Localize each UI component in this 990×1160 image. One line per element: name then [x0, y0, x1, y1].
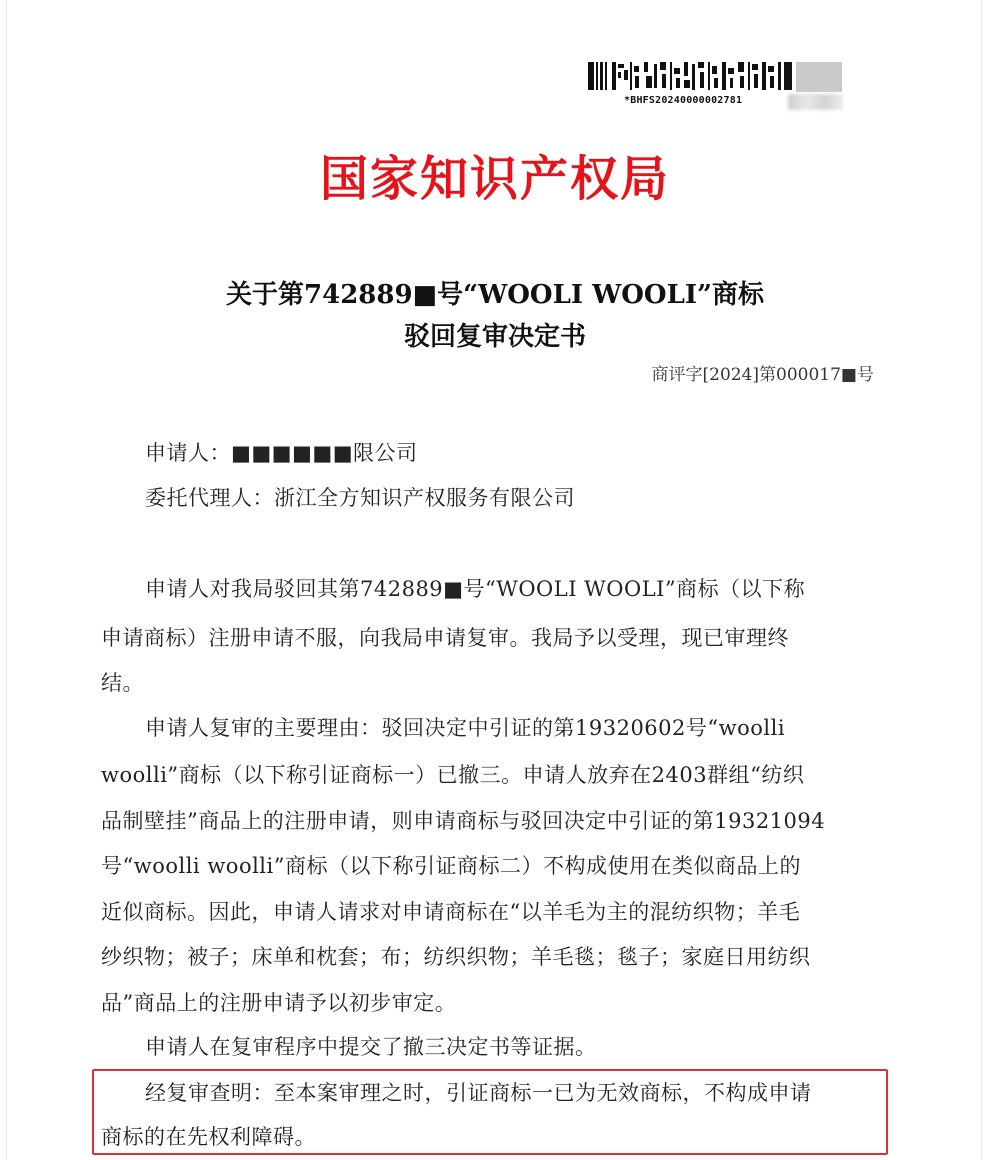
redaction-blur — [788, 94, 843, 110]
paragraph-line: 商标的在先权利障碍。 — [101, 1125, 316, 1149]
paragraph-line: 号“woolli woolli”商标（以下称引证商标二）不构成使用在类似商品上的 — [101, 854, 801, 878]
barcode-number: *BHFS20240000002781 — [624, 95, 743, 106]
paragraph-line: 经复审查明：至本案审理之时，引证商标一已为无效商标，不构成申请 — [145, 1081, 812, 1105]
paragraph-line: 近似商标。因此，申请人请求对申请商标在“以羊毛为主的混纺织物；羊毛 — [101, 900, 801, 924]
paragraph-line: 纱织物；被子；床单和枕套；布；纺织织物；羊毛毯；毯子；家庭日用纺织 — [101, 945, 811, 969]
paragraph-line: 品”商品上的注册申请予以初步审定。 — [101, 991, 457, 1015]
paragraph-line: 品制壁挂”商品上的注册申请，则申请商标与驳回决定中引证的第19321094 — [101, 809, 826, 833]
barcode-area — [588, 60, 848, 110]
agent-line: 委托代理人：浙江全方知识产权服务有限公司 — [145, 486, 575, 510]
paragraph-line: woolli”商标（以下称引证商标一）已撤三。申请人放弃在2403群组“纺织 — [101, 763, 805, 787]
applicant-line: 申请人：■■■■■■限公司 — [145, 441, 418, 465]
decision-title-line2: 驳回复审决定书 — [403, 322, 586, 352]
decision-title-line1: 关于第742889■号“WOOLI WOOLI”商标 — [226, 280, 764, 310]
document-number: 商评字[2024]第000017■号 — [651, 365, 874, 385]
paragraph-line: 申请人复审的主要理由：驳回决定中引证的第19320602号“woolli — [145, 716, 786, 740]
agency-title: 国家知识产权局 — [319, 151, 670, 207]
paragraph-line: 申请人对我局驳回其第742889■号“WOOLI WOOLI”商标（以下称 — [145, 577, 806, 601]
barcode-icon — [588, 62, 843, 92]
paragraph-line: 申请人在复审程序中提交了撤三决定书等证据。 — [145, 1035, 597, 1059]
paragraph-line: 结。 — [101, 671, 144, 695]
paragraph-line: 申请商标）注册申请不服，向我局申请复审。我局予以受理，现已审理终 — [101, 626, 789, 650]
